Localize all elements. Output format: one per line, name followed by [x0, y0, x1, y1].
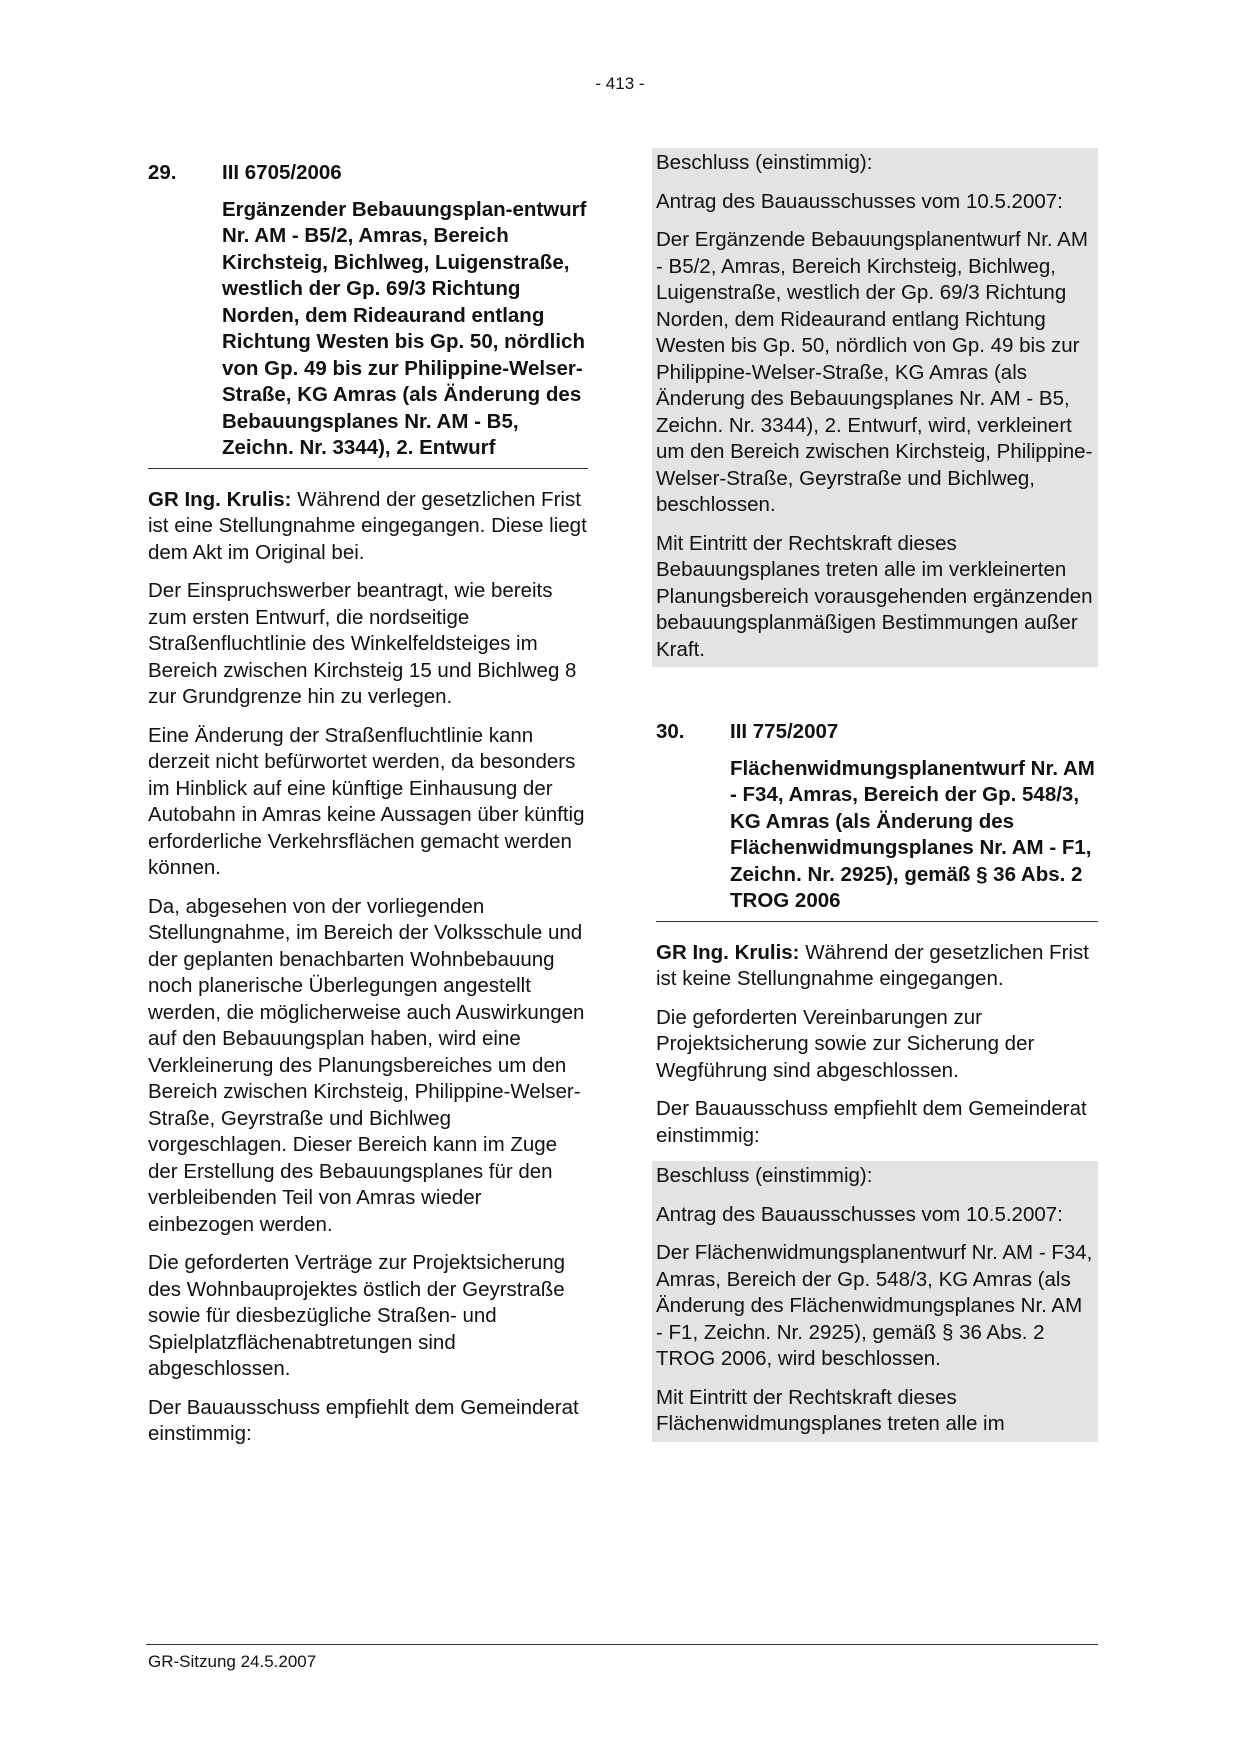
paragraph: Da, abgesehen von der vorliegenden Stellungnahme, im Bereich der Volksschule und der geplanten benachbarten Wohnbebauung noch planerische Überlegungen angestellt werden, die möglicherweise auch Auswirkungen auf den Bebauungsplan haben, wird eine Verkleinerung des Planungsbereiches um den Bereich zwischen Kirchsteig, Philippine-Welser-Straße, Geyrstraße und Bichlweg vorgeschlagen. Dieser Bereich kann im Zuge der Erstellung des Bebauungsplanes für den verbleibenden Teil von Amras wieder einbezogen werden.: [148, 894, 585, 1236]
decision-box-2: [652, 1161, 1098, 1442]
decision-heading: Beschluss (einstimmig):: [656, 1164, 873, 1187]
decision-text: Der Flächenwidmungsplanentwurf Nr. AM - F34, Amras, Bereich der Gp. 548/3, KG Amras (als Änderung des Flächenwidmungsplanes Nr. AM - F1, Zeichn. Nr. 2925), gemäß § 36 Abs. 2 TROG 2006, wird beschlossen.: [656, 1241, 1093, 1370]
decision-motion: Antrag des Bauausschusses vom 10.5.2007:: [656, 189, 1063, 213]
decision-effect: Mit Eintritt der Rechtskraft dieses Flächenwidmungsplanes treten alle im: [656, 1385, 1005, 1435]
agenda-item-header: [656, 719, 1098, 746]
decision-heading: Beschluss (einstimmig):: [656, 151, 873, 174]
agenda-item-30: [656, 719, 1098, 922]
page-number: - 413 -: [595, 74, 645, 93]
paragraph: Der Bauausschuss empfiehlt dem Gemeinderat einstimmig:: [148, 1395, 579, 1445]
agenda-item-number: 29.: [148, 161, 177, 184]
left-column: [148, 160, 588, 1460]
speaker-name: GR Ing. Krulis:: [656, 940, 800, 964]
paragraph: Der Einspruchswerber beantragt, wie bereits zum ersten Entwurf, die nordseitige Straßenfluchtlinie des Winkelfeldsteiges im Bereich zwischen Kirchsteig 15 und Bichlweg 8 zur Grundgrenze hin zu verlegen.: [148, 579, 577, 708]
decision-effect: Mit Eintritt der Rechtskraft dieses Bebauungsplanes treten alle im verkleinerten Planungsbereich vorausgehenden ergänzenden bebauungsplanmäßigen Bestimmungen außer Kraft.: [656, 531, 1093, 661]
section-spacer: [656, 667, 1098, 719]
decision-box-1: [652, 148, 1098, 667]
speaker-text: Während der gesetzlichen Frist ist eine Stellungnahme eingegangen. Diese liegt dem Akt im Original bei.: [148, 487, 587, 564]
speaker-statement: [148, 487, 588, 567]
speaker-statement: [656, 940, 1098, 993]
agenda-item-header: [148, 160, 588, 187]
paragraph: Der Bauausschuss empfiehlt dem Gemeinderat einstimmig:: [656, 1097, 1087, 1147]
agenda-item-reference: III 775/2007: [730, 720, 839, 743]
footer-divider: [146, 1644, 1098, 1645]
agenda-item-title: Ergänzender Bebauungsplan-entwurf Nr. AM - B5/2, Amras, Bereich Kirchsteig, Bichlweg, Luigenstraße, westlich der Gp. 69/3 Richtung Norden, dem Rideaurand entlang Richtung Westen bis Gp. 50, nördlich von Gp. 49 bis zur Philippine-Welser-Straße, KG Amras (als Änderung des Bebauungsplanes Nr. AM - B5, Zeichn. Nr. 3344), 2. Entwurf: [222, 197, 587, 459]
decision-text: Der Ergänzende Bebauungsplanentwurf Nr. AM - B5/2, Amras, Bereich Kirchsteig, Bichlweg, Luigenstraße, westlich der Gp. 69/3 Richtung Norden, dem Rideaurand entlang Richtung Westen bis Gp. 50, nördlich von Gp. 49 bis zur Philippine-Welser-Straße, KG Amras (als Änderung des Bebauungsplanes Nr. AM - B5, Zeichn. Nr. 3344), 2. Entwurf, wird, verkleinert um den Bereich zwischen Kirchsteig, Philippine-Welser-Straße, Geyrstraße und Bichlweg, beschlossen.: [656, 228, 1093, 516]
agenda-item-number: 30.: [656, 720, 685, 743]
agenda-item-title: Flächenwidmungsplanentwurf Nr. AM - F34, Amras, Bereich der Gp. 548/3, KG Amras (als Änderung des Flächenwidmungsplanes Nr. AM - F1, Zeichn. Nr. 2925), gemäß § 36 Abs. 2 TROG 2006: [730, 756, 1095, 912]
right-column: [656, 148, 1098, 1442]
footer-text: GR-Sitzung 24.5.2007: [148, 1652, 317, 1671]
paragraph: Die geforderten Vereinbarungen zur Projektsicherung sowie zur Sicherung der Wegführung sind abgeschlossen.: [656, 1005, 1035, 1082]
speaker-name: GR Ing. Krulis:: [148, 487, 292, 511]
agenda-item-29: [148, 160, 588, 469]
paragraph: Die geforderten Verträge zur Projektsicherung des Wohnbauprojektes östlich der Geyrstraße sowie für diesbezügliche Straßen- und Spielplatzflächenabtretungen sind abgeschlossen.: [148, 1251, 566, 1380]
agenda-item-reference: III 6705/2006: [222, 161, 342, 184]
decision-motion: Antrag des Bauausschusses vom 10.5.2007:: [656, 1202, 1063, 1226]
paragraph: Eine Änderung der Straßenfluchtlinie kann derzeit nicht befürwortet werden, da besonders im Hinblick auf eine künftige Einhausung der Autobahn in Amras keine Aussagen über künftig erforderliche Verkehrsflächen gemacht werden können.: [148, 723, 585, 879]
speaker-text: Während der gesetzlichen Frist ist keine Stellungnahme eingegangen.: [656, 940, 1089, 990]
